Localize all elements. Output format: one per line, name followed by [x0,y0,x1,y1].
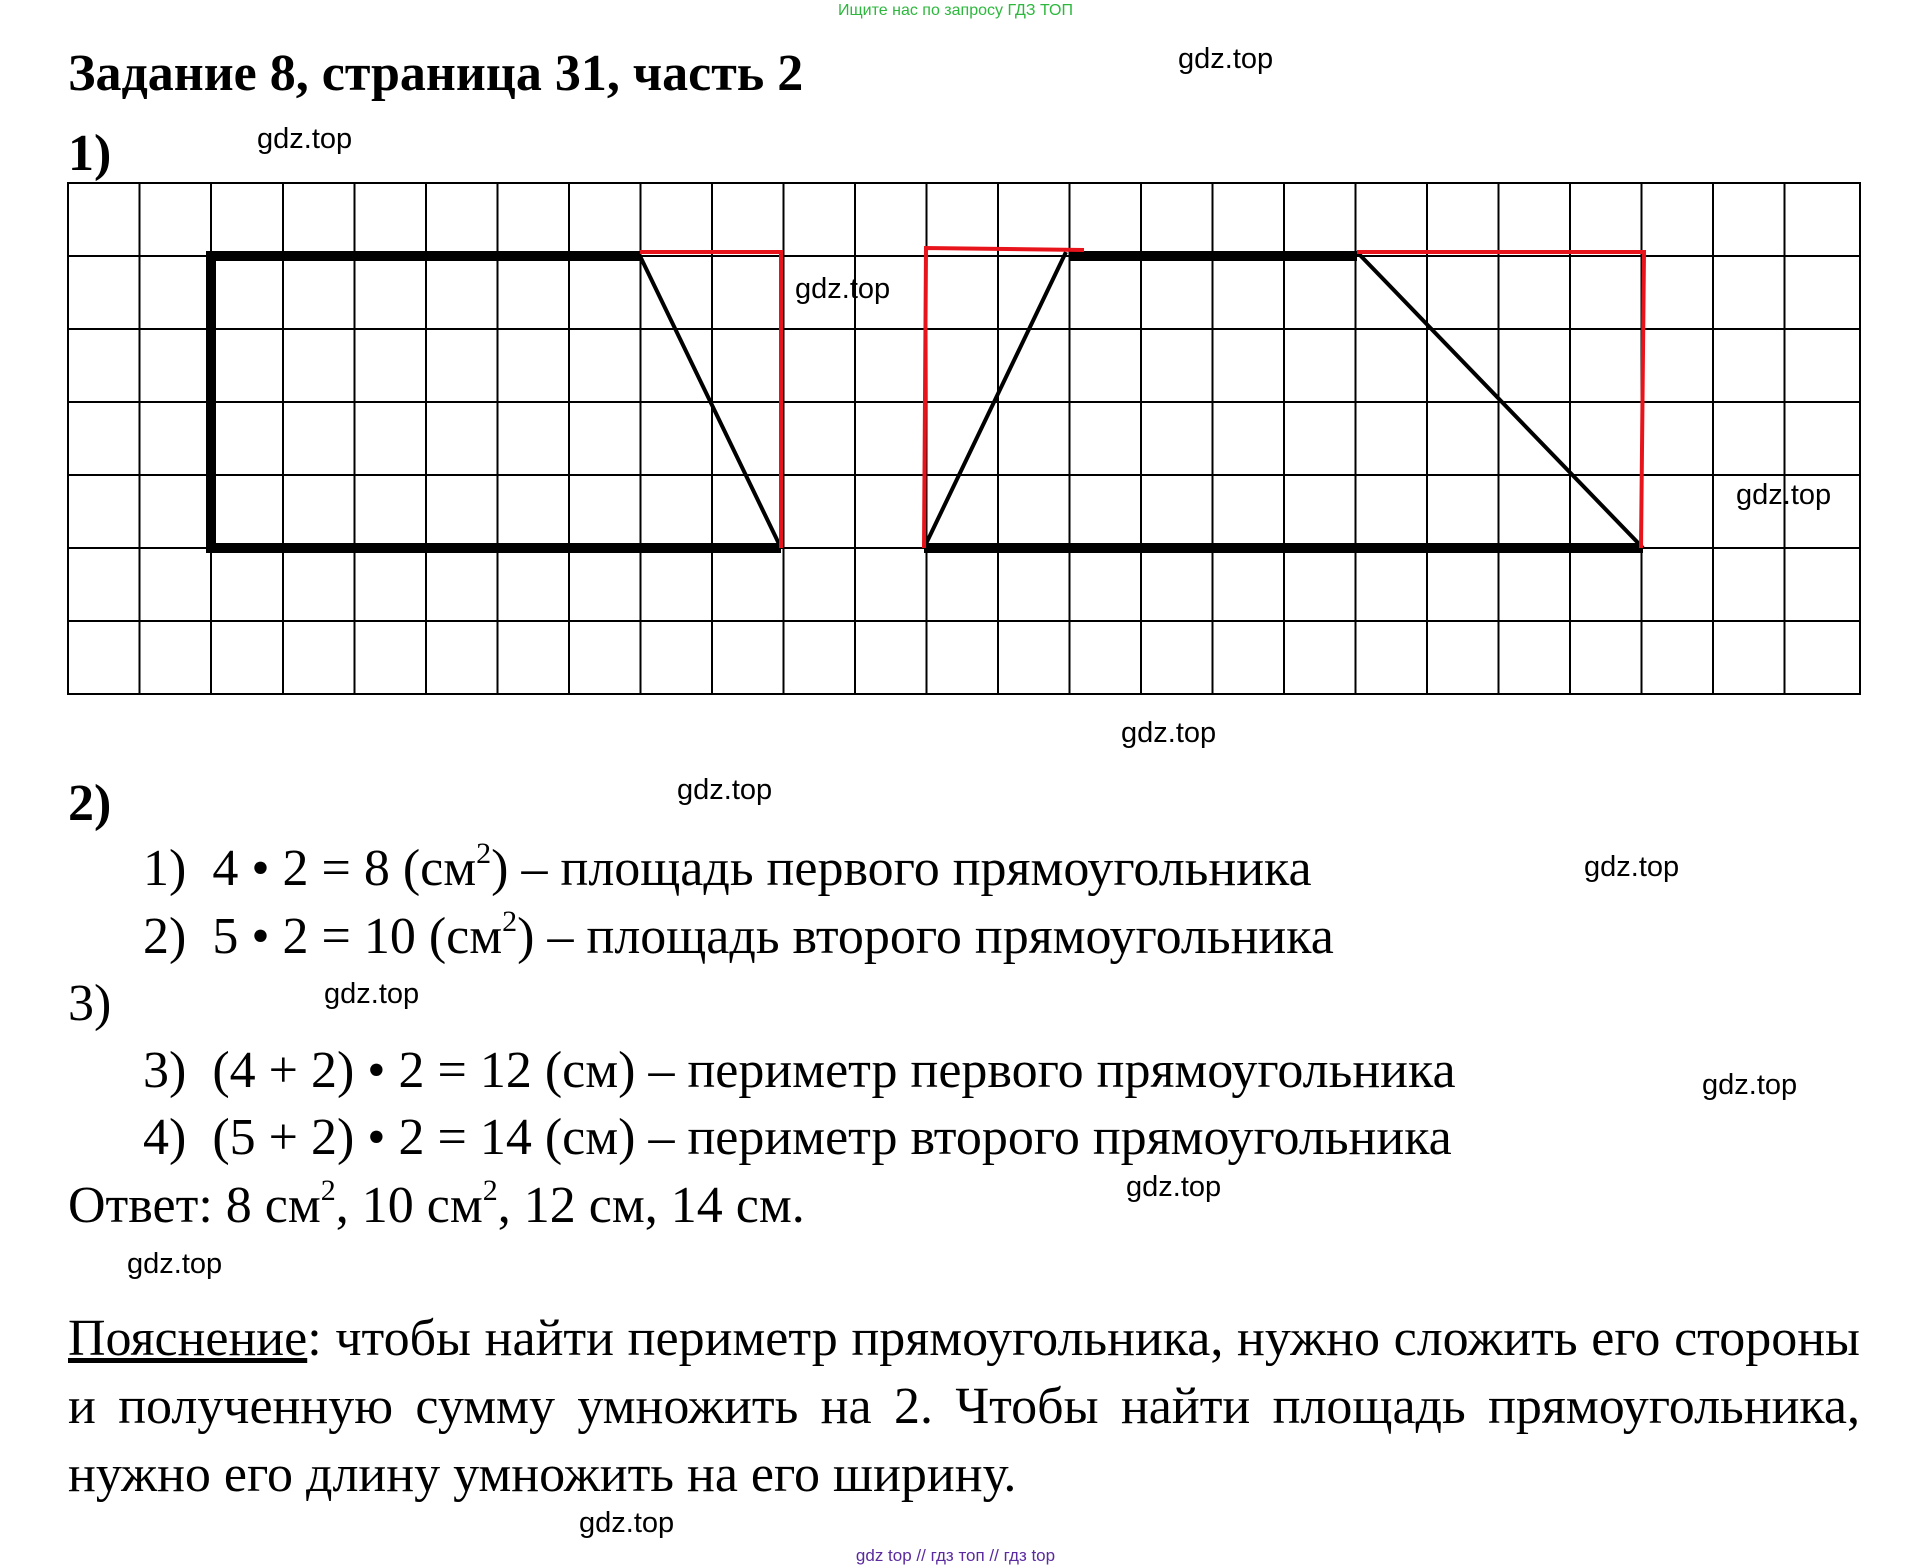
figure-1-trapezoid [211,252,781,548]
answer-line [68,1174,805,1234]
calc-line-3 [143,1042,1456,1099]
figure-2-red-left [924,248,1084,548]
calc-line-num: 3) [143,1042,187,1099]
section-2-label: 2) [68,775,112,832]
calc-line-text: (4 + 2) • 2 = 12 (см) – периметр первого прямоугольника [212,1042,1456,1099]
calc-line-pre: 5 • 2 = 10 (см [212,908,503,965]
watermark: gdz.top [579,1507,675,1539]
answer-sup-1: 2 [320,1174,336,1207]
calc-line-pre: 4 • 2 = 8 (см [212,840,477,897]
watermark: gdz.top [677,774,773,806]
calc-line-num: 2) [143,908,187,965]
figure-2-left-slant [924,252,1066,548]
section-3-label: 3) [68,975,112,1032]
calc-line-post: ) – площадь первого прямоугольника [491,840,1312,897]
page-title: Задание 8, страница 31, часть 2 [68,45,804,102]
calc-line-2 [143,905,1334,965]
figure-2-right-slant [1357,252,1643,548]
watermark: gdz.top [1126,1171,1222,1203]
calc-line-1 [143,837,1312,897]
watermark: gdz.top [257,123,353,155]
answer-mid: , 10 см [335,1177,483,1234]
watermark: gdz.top [1584,851,1680,883]
answer-suffix: , 12 см, 14 см. [497,1177,805,1234]
calc-line-4 [143,1109,1452,1166]
watermark: gdz.top [127,1248,223,1280]
calc-line-num: 4) [143,1109,187,1166]
watermark: gdz.top [795,273,891,305]
section-1-label: 1) [68,125,112,182]
calc-line-text: (5 + 2) • 2 = 14 (см) – периметр второго прямоугольника [212,1109,1452,1166]
answer-prefix: Ответ: 8 см [68,1177,321,1234]
explanation-paragraph [68,1305,1860,1509]
explanation-heading: Пояснение [68,1310,308,1367]
answer-sup-2: 2 [482,1174,498,1207]
watermark: gdz.top [1736,479,1832,511]
calc-line-sup: 2 [502,905,518,938]
watermark: gdz.top [324,978,420,1010]
explanation-text: : чтобы найти периметр прямоугольника, нужно сложить его стороны и полученную сумму умножить на 2. Чтобы найти площадь прямоугольника, нужно его длину умножить на его ширину. [68,1310,1860,1503]
calc-line-num: 1) [143,840,187,897]
calc-line-sup: 2 [476,837,492,870]
watermark: gdz.top [1178,43,1274,75]
footer-links[interactable]: gdz top // гдз топ // гдз top [855,1546,1056,1565]
watermark: gdz.top [1121,717,1217,749]
grid-drawing [0,0,1911,720]
search-hint-banner[interactable]: Ищите нас по запросу ГДЗ ТОП [838,2,1073,19]
calc-line-post: ) – площадь второго прямоугольника [517,908,1334,965]
watermark: gdz.top [1702,1069,1798,1101]
